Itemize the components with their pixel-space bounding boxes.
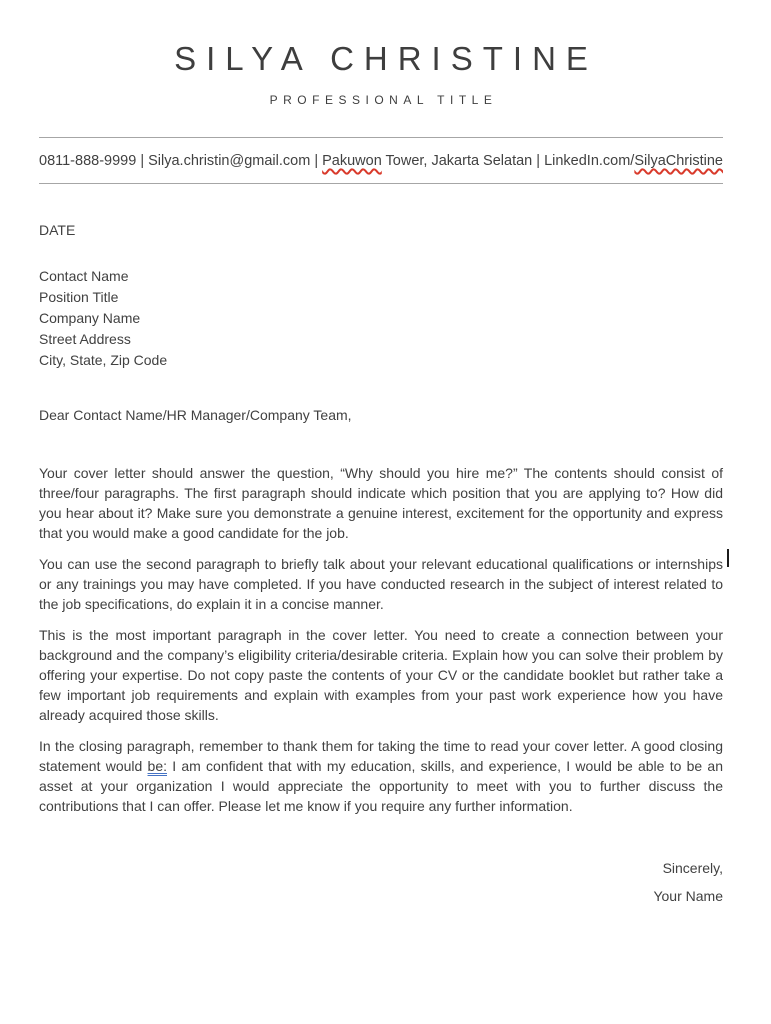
recipient-address-block[interactable] (39, 266, 723, 371)
recipient-city-state-zip[interactable]: City, State, Zip Code (39, 352, 168, 368)
spellcheck-underline-linkedin-handle: SilyaChristine (634, 153, 723, 169)
header-professional-title: PROFESSIONAL TITLE (269, 93, 498, 107)
paragraph-2[interactable]: You can use the second paragraph to briefly talk about your relevant educational qualifications or internships or any trainings you may have completed. If you have conducted research in the subject of interest related to the job specifications, do explain it in a concise manner. (39, 556, 723, 612)
letter-content (39, 0, 723, 910)
signature-name[interactable]: Your Name (653, 888, 723, 904)
valediction[interactable]: Sincerely, (662, 860, 723, 876)
spellcheck-underline-pakuwon: Pakuwon (322, 153, 382, 169)
header-name: SILYA CHRISTINE (174, 40, 598, 77)
grammar-underline-be: be: (147, 758, 167, 774)
paragraph-4-text-after: I am confident that with my education, skills, and experience, I would be able to be an asset at your organization I would appreciate the opportunity to meet with you to further discuss the contributions that I can offer. Please let me know if you require any further information. (39, 758, 723, 814)
salutation-line[interactable]: Dear Contact Name/HR Manager/Company Team, (39, 407, 352, 423)
contact-phone-email: 0811-888-9999 | Silya.christin@gmail.com | (39, 153, 323, 169)
paragraph-1[interactable]: Your cover letter should answer the question, “Why should you hire me?” The contents should consist of three/four paragraphs. The first paragraph should indicate which position that you are applying to? How did you hear about it? Make sure you demonstrate a genuine interest, excitement for the opportunity and express that you would make a good candidate for the job. (39, 465, 723, 541)
date-placeholder[interactable]: DATE (39, 222, 76, 238)
contact-address-linkedin: Tower, Jakarta Selatan | LinkedIn.com/ (381, 153, 635, 169)
letter-body (39, 463, 723, 816)
text-cursor (727, 549, 729, 567)
recipient-position-title[interactable]: Position Title (39, 289, 119, 305)
recipient-company-name[interactable]: Company Name (39, 310, 141, 326)
paragraph-4[interactable] (39, 736, 723, 816)
paragraph-4-text-before: In the closing paragraph, remember to thank them for taking the time to read your cover letter. A good closing statement would (39, 738, 723, 774)
contact-info-line[interactable] (39, 137, 723, 184)
recipient-street-address[interactable]: Street Address (39, 331, 131, 347)
recipient-contact-name[interactable]: Contact Name (39, 268, 129, 284)
paragraph-3[interactable]: This is the most important paragraph in the cover letter. You need to create a connection between your background and the company’s eligibility criteria/desirable criteria. Explain how you can solve their problem by offering your expertise. Do not copy paste the contents of your CV or the candidate booklet but rather take a few important job requirements and explain with examples from your past work experience how you have already acquired those skills. (39, 627, 723, 723)
closing-block (39, 854, 723, 910)
